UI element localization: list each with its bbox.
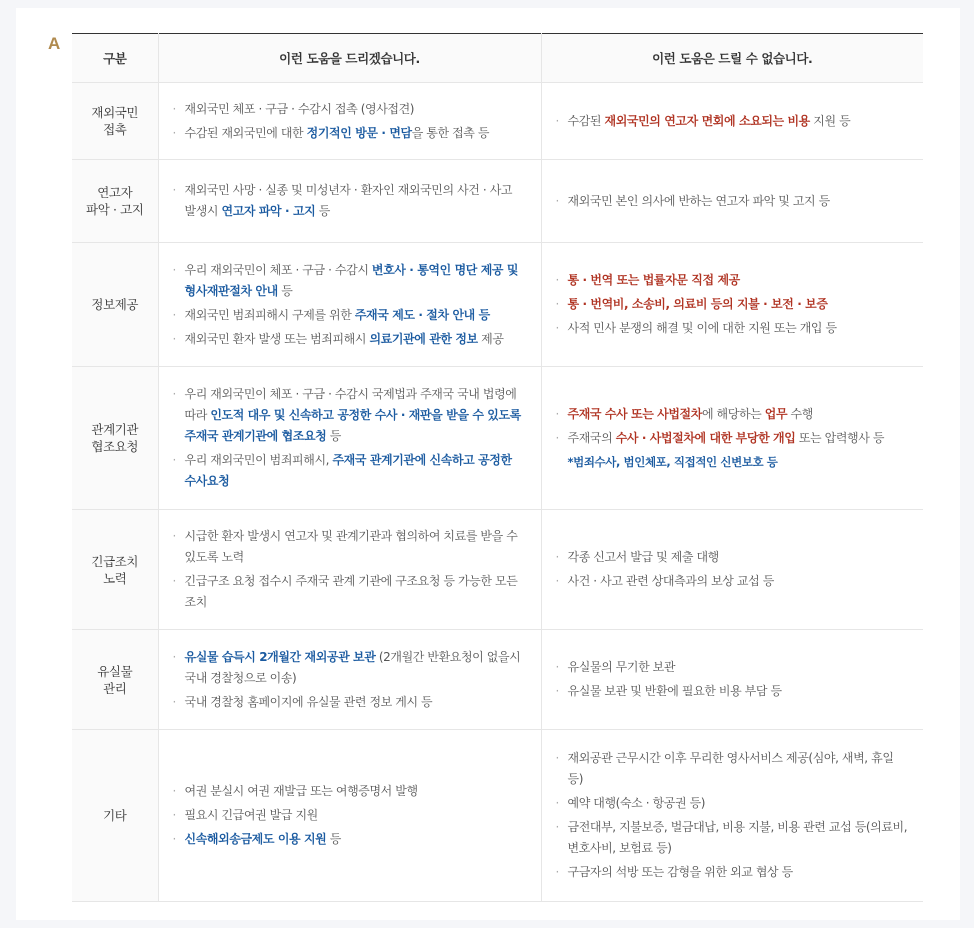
list-item (556, 270, 910, 291)
highlighted-text: 업무 (764, 406, 788, 421)
item-text: 재외공관 근무시간 이후 무리한 영사서비스 제공(심야, 새벽, 휴일 등) (567, 751, 894, 786)
category-label: 관리 (103, 680, 127, 696)
item-text: 시급한 환자 발생시 연고자 및 관계기관과 협의하여 치료를 받을 수 있도록 노력 (184, 529, 518, 564)
can-help-cell (158, 630, 541, 730)
list-item (173, 260, 527, 302)
list-item (173, 384, 527, 447)
table-row (72, 160, 923, 243)
can-help-cell (158, 367, 541, 510)
item-text: 예약 대행(숙소 · 항공권 등) (567, 796, 706, 810)
item-text: 등 (315, 204, 330, 218)
list-item (173, 526, 527, 568)
item-text: 여권 분실시 여권 재발급 또는 여행증명서 발행 (184, 784, 418, 798)
item-text: 우리 재외국민이 체포 · 구금 · 수감시 국제법과 주재국 국내 법령에 따라 (184, 387, 517, 422)
table-row (72, 730, 923, 902)
highlighted-text: 인도적 대우 및 신속하고 공정한 수사 · 재판을 받을 수 있도록 주재국 관계기관에 협조요청 (184, 408, 521, 443)
list-item (556, 817, 910, 859)
bullet-list (542, 191, 924, 212)
bullet-list (159, 384, 541, 492)
category-label: 연고자 (97, 185, 133, 200)
category-label: 관계기관 (91, 422, 139, 437)
list-item (173, 571, 527, 613)
list-item (173, 123, 527, 144)
cannot-help-cell (541, 730, 923, 902)
highlighted-text: 재외국민의 연고자 면회에 소요되는 비용 (604, 113, 810, 128)
item-text: 재외국민 환자 발생 또는 범죄피해시 (184, 331, 370, 346)
bullet-list (159, 260, 541, 350)
note-item (556, 452, 910, 473)
row-category (72, 367, 158, 510)
item-text: 등 (326, 832, 341, 846)
row-category (72, 630, 158, 730)
can-help-cell (158, 160, 541, 243)
highlighted-text: 주재국 관계기관에 신속하고 공정한 수사요청 (184, 453, 512, 488)
bullet-list (159, 180, 541, 222)
consular-service-table (72, 33, 923, 902)
header-cannot-help: 이런 도움은 드릴 수 없습니다. (541, 34, 923, 83)
row-category (72, 243, 158, 367)
list-item (556, 793, 910, 814)
list-item (556, 404, 910, 425)
list-item (556, 681, 910, 702)
list-item (556, 191, 910, 212)
category-label: 재외국민 (91, 105, 139, 120)
category-label: 파악 · 고지 (86, 202, 144, 217)
table-row (72, 510, 923, 630)
highlighted-text: 주재국 제도 · 절차 안내 등 (354, 307, 490, 322)
list-item (556, 428, 910, 449)
highlighted-text: 주재국 수사 또는 사법절차 (567, 406, 702, 421)
category-label: 접촉 (103, 122, 127, 137)
item-text: 지원 등 (809, 113, 851, 128)
list-item (173, 329, 527, 350)
list-item (173, 647, 527, 689)
category-label: 기타 (103, 808, 127, 823)
header-can-help: 이런 도움을 드리겠습니다. (158, 34, 541, 83)
highlighted-text: 의료기관에 관한 정보 (369, 331, 478, 346)
bullet-list (542, 111, 924, 132)
row-category (72, 83, 158, 160)
row-category (72, 510, 158, 630)
list-item (173, 781, 527, 802)
bullet-list (542, 748, 924, 883)
bullet-list (542, 547, 924, 592)
bullet-list (159, 647, 541, 713)
list-item (173, 829, 527, 850)
note-text: *범죄수사, 범인체포, 직접적인 신변보호 등 (567, 454, 778, 469)
item-text: 긴급구조 요청 접수시 주재국 관계 기관에 구조요청 등 가능한 모든 조치 (184, 574, 518, 609)
can-help-cell (158, 730, 541, 902)
list-item (173, 692, 527, 713)
highlighted-text: 신속해외송금제도 이용 지원 (184, 832, 327, 846)
list-item (556, 547, 910, 568)
item-text: 구금자의 석방 또는 감형을 위한 외교 협상 등 (567, 865, 793, 879)
category-label: 협조요청 (91, 439, 139, 454)
highlighted-text: 통 · 번역 또는 법률자문 직접 제공 (567, 273, 740, 287)
bullet-list (542, 270, 924, 339)
highlighted-text: 수사 · 사법절차에 대한 부당한 개입 (615, 430, 796, 445)
highlighted-text: 통 · 번역비, 소송비, 의료비 등의 지불 · 보전 · 보증 (567, 297, 828, 311)
category-label: 긴급조치 (91, 553, 139, 569)
list-item (173, 450, 527, 492)
item-text: 재외국민 체포 · 구금 · 수감시 접촉 (영사접견) (184, 101, 415, 116)
item-text: 을 통한 접촉 등 (411, 125, 490, 140)
list-item (556, 318, 910, 339)
item-text: 각종 신고서 발급 및 제출 대행 (567, 550, 719, 564)
item-text: 재외국민 범죄피해시 구제를 위한 (184, 307, 355, 322)
table-header-row (72, 34, 923, 83)
item-text: 유실물의 무기한 보관 (567, 660, 676, 674)
item-text: 사건 · 사고 관련 상대측과의 보상 교섭 등 (567, 574, 774, 588)
item-text: 주재국의 (567, 430, 616, 445)
item-text: 등 (277, 283, 293, 298)
highlighted-text: 변호사 · 통역인 명단 제공 및 형사재판절차 안내 (184, 262, 519, 298)
row-category (72, 730, 158, 902)
item-text: 에 해당하는 (701, 406, 765, 421)
can-help-cell (158, 243, 541, 367)
bullet-list (542, 657, 924, 702)
can-help-cell (158, 83, 541, 160)
list-item (173, 180, 527, 222)
bullet-list (159, 99, 541, 144)
cannot-help-cell (541, 243, 923, 367)
item-text: 국내 경찰청 홈페이지에 유실물 관련 정보 게시 등 (184, 694, 433, 709)
cannot-help-cell (541, 630, 923, 730)
item-text: 등 (326, 429, 341, 443)
row-category (72, 160, 158, 243)
list-item (173, 805, 527, 826)
cannot-help-cell (541, 83, 923, 160)
highlighted-text: 정기적인 방문 · 면담 (306, 125, 412, 140)
list-item (556, 748, 910, 790)
table-row (72, 367, 923, 510)
highlighted-text: 유실물 습득시 2개월간 재외공관 보관 (184, 649, 376, 664)
table-row (72, 630, 923, 730)
list-item (556, 111, 910, 132)
header-category: 구분 (72, 34, 158, 83)
table-row (72, 243, 923, 367)
item-text: (2개월간 반환요청이 없을시 국내 경찰청으로 이송) (184, 649, 521, 685)
item-text: 수감된 재외국민에 대한 (184, 125, 307, 140)
category-label: 정보제공 (91, 297, 139, 312)
category-label: 노력 (103, 570, 127, 586)
cannot-help-cell (541, 160, 923, 243)
item-text: 수감된 (567, 113, 605, 128)
item-text: 재외국민 사망 · 실종 및 미성년자 · 환자인 재외국민의 사건 · 사고 발생시 (184, 183, 513, 218)
item-text: 우리 재외국민이 범죄피해시, (184, 453, 333, 467)
bullet-list (159, 526, 541, 613)
can-help-cell (158, 510, 541, 630)
item-text: 사적 민사 분쟁의 해결 및 이에 대한 지원 또는 개입 등 (567, 321, 837, 335)
table-row (72, 83, 923, 160)
list-item (556, 294, 910, 315)
item-text: 재외국민 본인 의사에 반하는 연고자 파악 및 고지 등 (567, 193, 830, 208)
bullet-list (542, 404, 924, 473)
list-item (173, 99, 527, 120)
item-text: 제공 (477, 331, 504, 346)
list-item (556, 862, 910, 883)
item-text: 필요시 긴급여권 발급 지원 (184, 808, 318, 822)
list-item (173, 305, 527, 326)
list-item (556, 657, 910, 678)
cannot-help-cell (541, 510, 923, 630)
item-text: 우리 재외국민이 체포 · 구금 · 수감시 (184, 262, 372, 277)
cannot-help-cell (541, 367, 923, 510)
item-text: 또는 압력행사 등 (795, 430, 885, 445)
list-item (556, 571, 910, 592)
category-label: 유실물 (97, 663, 133, 679)
item-text: 유실물 보관 및 반환에 필요한 비용 부담 등 (567, 684, 782, 698)
item-text: 금전대부, 지불보증, 벌금대납, 비용 지불, 비용 관련 교섭 등(의료비, 변호사비, 보험료 등) (567, 820, 908, 855)
item-text: 수행 (787, 406, 813, 421)
bullet-list (159, 781, 541, 850)
highlighted-text: 연고자 파악 · 고지 (221, 204, 316, 218)
answer-marker: A (48, 34, 61, 53)
